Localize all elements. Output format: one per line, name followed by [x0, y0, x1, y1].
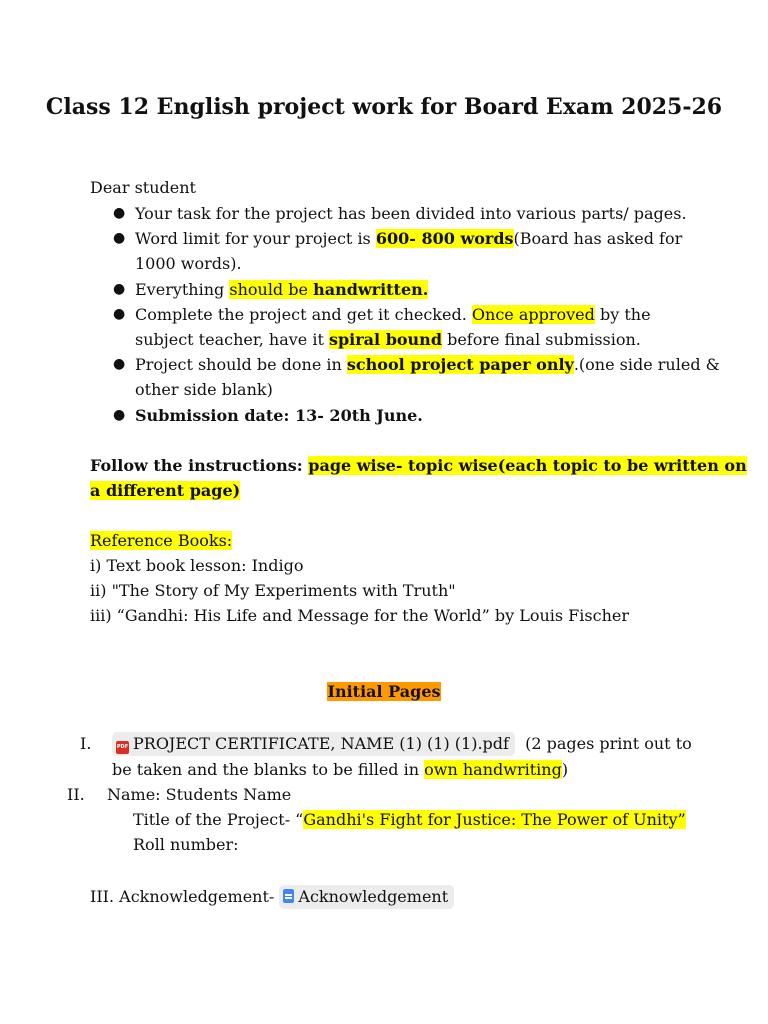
text: (2 pages print out to [525, 734, 692, 753]
text: subject teacher, have it [135, 330, 329, 349]
highlight-reference-heading: Reference Books: [90, 531, 233, 550]
pdf-file-name: PROJECT CERTIFICATE, NAME (1) (1) (1).pdf [133, 734, 509, 753]
item-certificate-cont [112, 757, 568, 782]
page-title: Class 12 English project work for Board Exam 2025-26 [45, 94, 723, 120]
bullet-marker: ● [113, 281, 126, 297]
item-numeral: II. [67, 785, 85, 804]
greeting: Dear student [90, 178, 196, 197]
text: be taken and the blanks to be filled in [112, 760, 425, 779]
bullet-task-parts: Your task for the project has been divided into various parts/ pages. [135, 204, 687, 223]
acknowledgement-doc-chip[interactable] [279, 885, 454, 909]
bullet-marker: ● [113, 407, 126, 423]
text: Everything [135, 280, 230, 299]
pdf-file-icon: PDF [116, 741, 129, 754]
text: ) [561, 760, 569, 779]
bullet-marker: ● [113, 230, 126, 246]
text: Complete the project and get it checked. [135, 305, 472, 324]
highlight-spiral-bound: spiral bound [328, 330, 442, 349]
bullet-paper-cont: other side blank) [135, 380, 273, 399]
bullet-marker: ● [113, 205, 126, 221]
item-numeral: I. [80, 734, 92, 753]
bullet-approval [135, 302, 651, 327]
bullet-marker: ● [113, 356, 126, 372]
bullet-approval-cont [135, 327, 641, 352]
project-title-line [133, 807, 686, 832]
instructions-line-2 [90, 478, 240, 503]
text: Word limit for your project is [135, 229, 376, 248]
highlight-own-handwriting: own handwriting [424, 760, 562, 779]
name-line: Name: Students Name [107, 785, 292, 804]
highlight-school-paper: school project paper only [346, 355, 574, 374]
instructions-line-1 [90, 453, 747, 478]
google-doc-icon [283, 889, 294, 903]
highlight-should-be: should be [229, 280, 314, 299]
reference-item: ii) "The Story of My Experiments with Truth" [90, 581, 456, 600]
acknowledgement-line [90, 884, 454, 909]
initial-pages-heading: Initial Pages [327, 682, 441, 701]
pdf-file-chip[interactable] [112, 732, 515, 756]
bullet-marker: ● [113, 306, 126, 322]
text: before final submission. [442, 330, 641, 349]
text: .(one side ruled & [573, 355, 720, 374]
reference-item: iii) “Gandhi: His Life and Message for the World” by Louis Fischer [90, 606, 629, 625]
reference-item: i) Text book lesson: Indigo [90, 556, 304, 575]
bullet-submission-date: Submission date: 13- 20th June. [135, 406, 423, 425]
roll-number-line: Roll number: [133, 835, 239, 854]
text: by the [594, 305, 651, 324]
bullet-word-limit-cont: 1000 words). [135, 254, 242, 273]
bullet-handwritten [135, 277, 428, 302]
highlight-instructions: page wise- topic wise(each topic to be written on [308, 456, 747, 475]
item-certificate [112, 731, 692, 756]
bullet-paper [135, 352, 720, 377]
highlight-project-title: Gandhi's Fight for Justice: The Power of Unity” [303, 810, 686, 829]
text: Title of the Project- “ [133, 810, 304, 829]
text: III. Acknowledgement- [90, 887, 280, 906]
highlight-instructions-cont: a different page) [90, 481, 241, 500]
text: Project should be done in [135, 355, 347, 374]
bullet-word-limit [135, 226, 682, 251]
text: (Board has asked for [513, 229, 683, 248]
section-heading [0, 679, 768, 704]
reference-heading [90, 528, 232, 553]
highlight-once-approved: Once approved [471, 305, 595, 324]
highlight-word-count: 600- 800 words [375, 229, 514, 248]
acknowledgement-doc-name: Acknowledgement [298, 887, 449, 906]
instructions-label: Follow the instructions: [90, 456, 309, 475]
highlight-handwritten: handwritten. [313, 280, 429, 299]
